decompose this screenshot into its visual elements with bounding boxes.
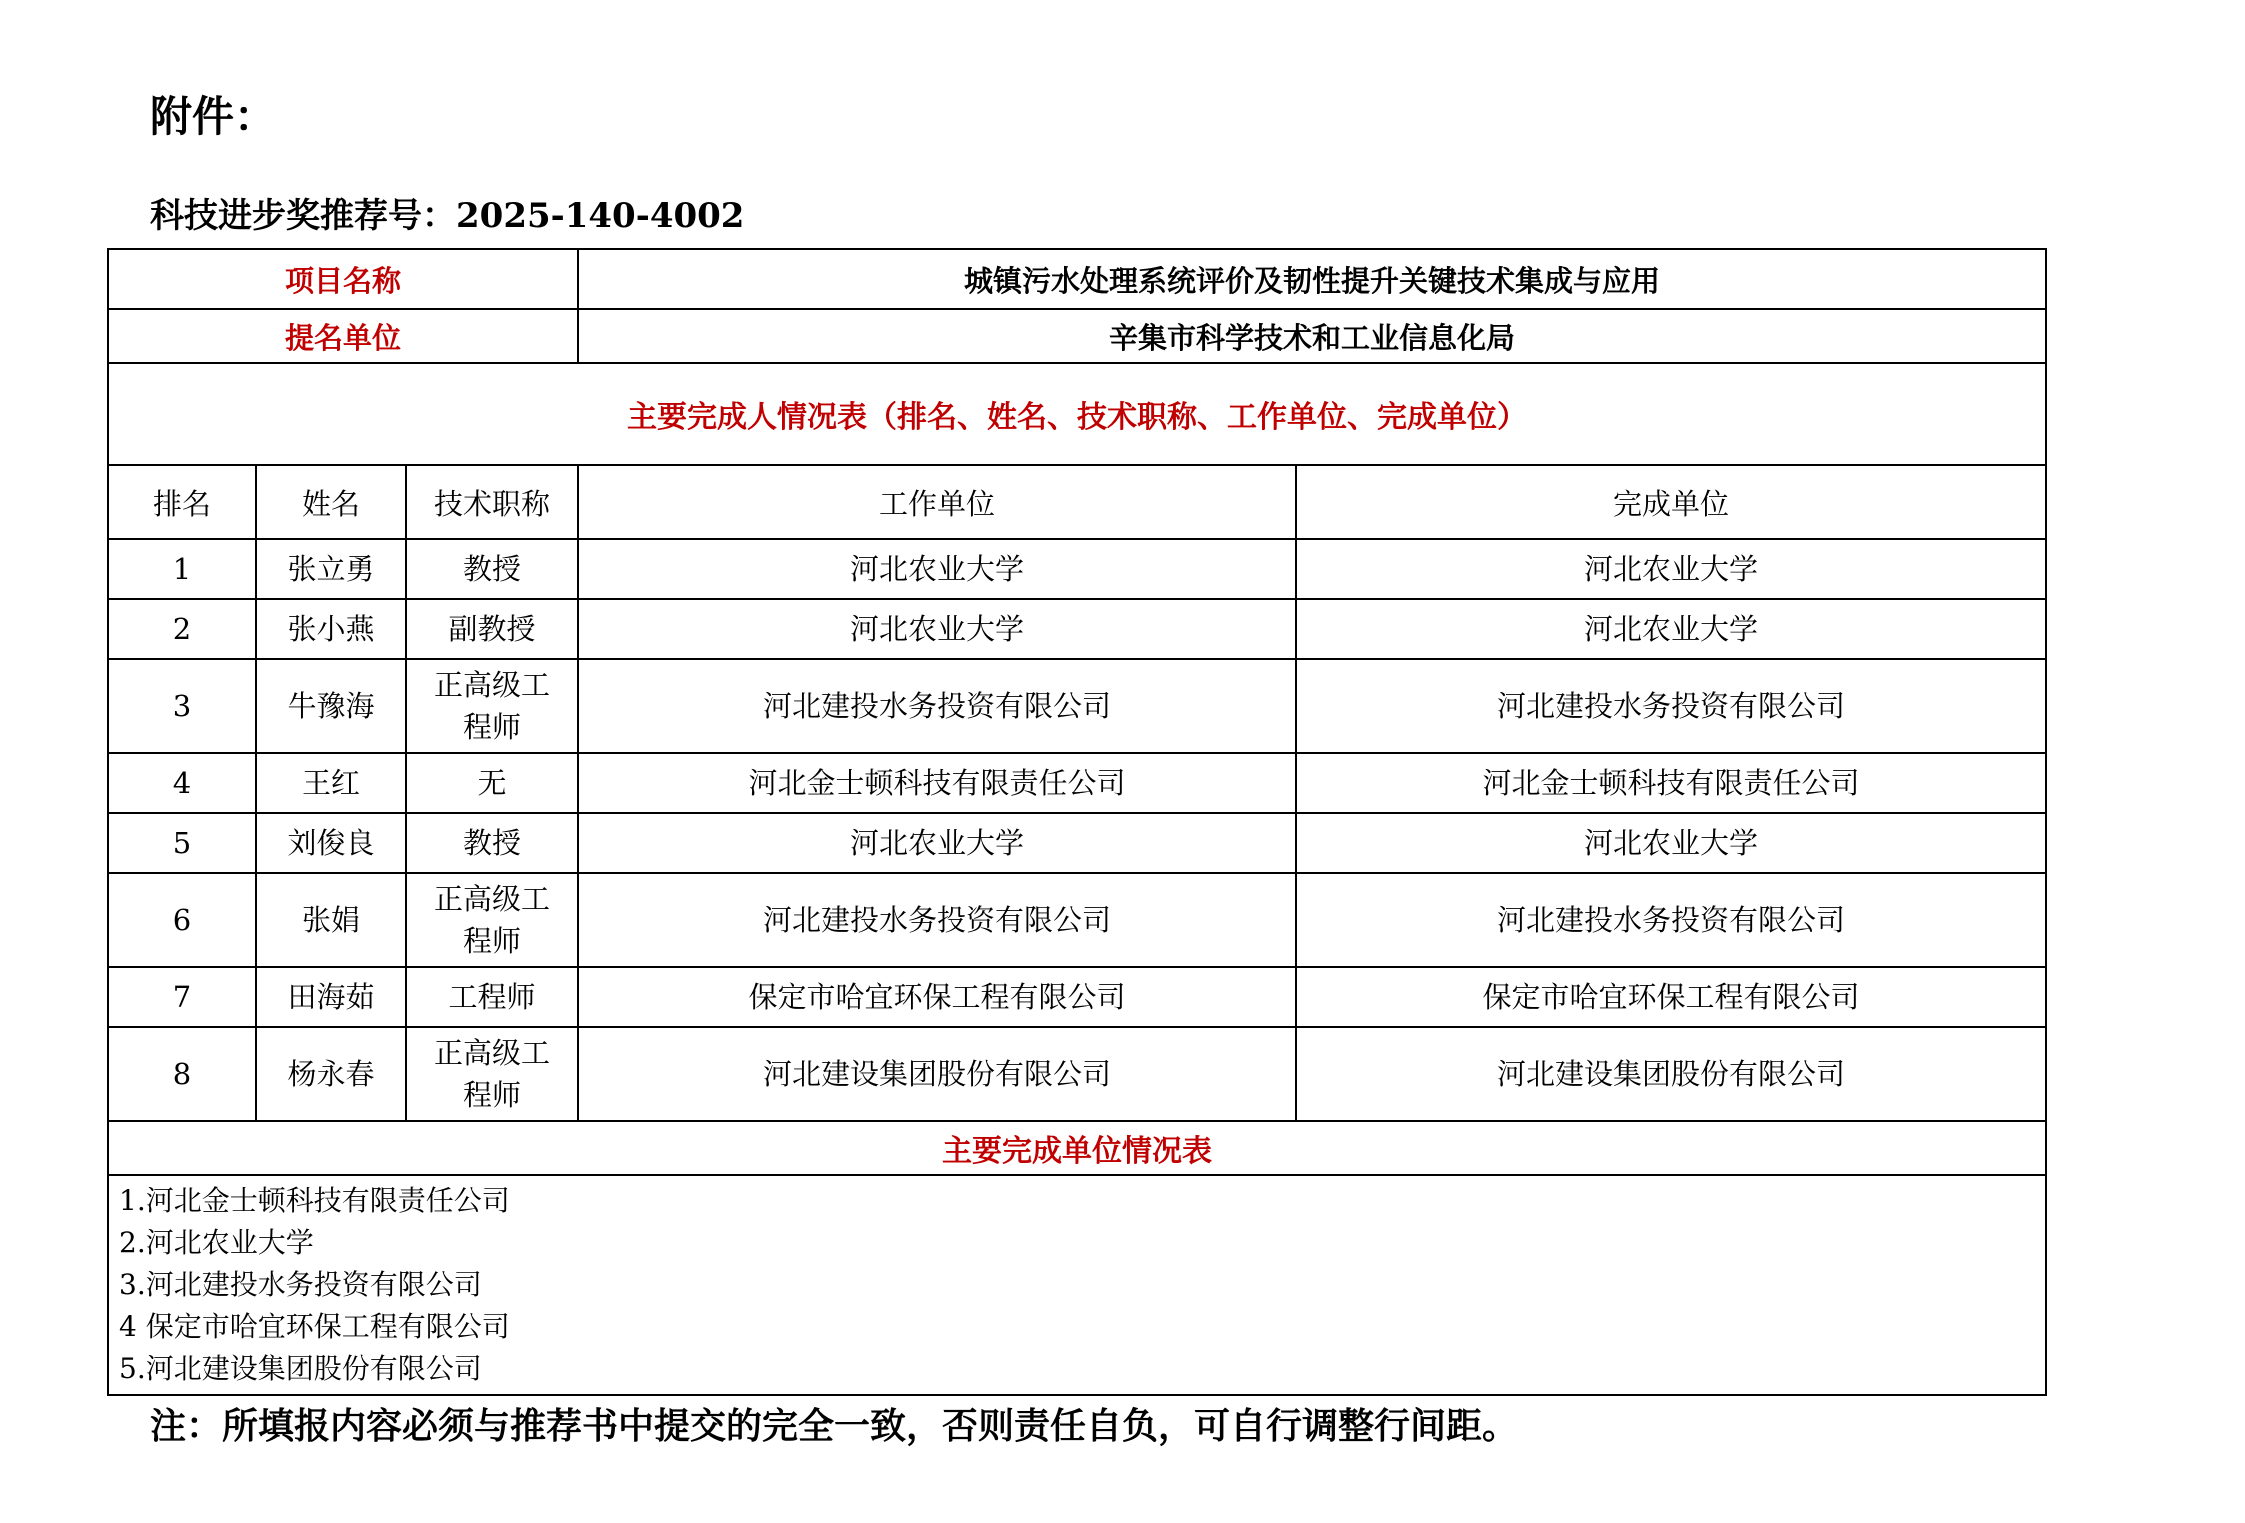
completer-row [108,813,2046,873]
work-unit-cell: 河北建投水务投资有限公司 [578,659,1296,753]
completion-unit-cell: 河北建投水务投资有限公司 [1296,873,2046,967]
completion-unit-item: 1.河北金士顿科技有限责任公司 [119,1184,510,1218]
rank-cell: 4 [108,753,256,813]
completion-unit-cell: 河北建设集团股份有限公司 [1296,1027,2046,1121]
column-header-rank: 排名 [108,465,256,539]
name-cell: 杨永春 [256,1027,406,1121]
completion-unit-cell: 河北金士顿科技有限责任公司 [1296,753,2046,813]
work-unit-cell: 河北农业大学 [578,539,1296,599]
title-cell: 无 [406,753,578,813]
units-list [119,1180,2035,1390]
completers-rows [108,539,2046,1121]
column-header-title: 技术职称 [406,465,578,539]
nominating-unit-label: 提名单位 [108,309,578,363]
completer-row [108,1027,2046,1121]
work-unit-cell: 河北金士顿科技有限责任公司 [578,753,1296,813]
completer-row [108,753,2046,813]
completion-unit-cell: 河北农业大学 [1296,813,2046,873]
award-number-label: 科技进步奖推荐号： [150,196,456,236]
completer-row [108,967,2046,1027]
title-cell: 正高级工程师 [406,659,578,753]
rank-cell: 5 [108,813,256,873]
units-list-row [108,1175,2046,1395]
completion-unit-item: 2.河北农业大学 [119,1226,314,1260]
rank-cell: 2 [108,599,256,659]
title-cell: 副教授 [406,599,578,659]
units-table-title: 主要完成单位情况表 [108,1121,2046,1175]
nominating-unit-value: 辛集市科学技术和工业信息化局 [578,309,2046,363]
work-unit-cell: 河北建投水务投资有限公司 [578,873,1296,967]
completer-row [108,539,2046,599]
name-cell: 田海茹 [256,967,406,1027]
footer-note: 注：所填报内容必须与推荐书中提交的完全一致，否则责任自负，可自行调整行间距。 [150,1406,1519,1447]
completion-unit-item: 3.河北建投水务投资有限公司 [119,1268,482,1302]
title-cell: 教授 [406,539,578,599]
work-unit-cell: 保定市哈宜环保工程有限公司 [578,967,1296,1027]
name-cell: 张娟 [256,873,406,967]
award-number-line [150,188,744,237]
project-name-row [108,249,2046,309]
name-cell: 张小燕 [256,599,406,659]
title-cell: 工程师 [406,967,578,1027]
rank-cell: 6 [108,873,256,967]
units-list-cell [108,1175,2046,1395]
completion-unit-cell: 保定市哈宜环保工程有限公司 [1296,967,2046,1027]
name-cell: 牛豫海 [256,659,406,753]
completers-title-row [108,363,2046,465]
project-name-value: 城镇污水处理系统评价及韧性提升关键技术集成与应用 [578,249,2046,309]
award-number-value: 2025-140-4002 [456,196,745,236]
rank-cell: 7 [108,967,256,1027]
column-header-name: 姓名 [256,465,406,539]
completers-header-row [108,465,2046,539]
column-header-work-unit: 工作单位 [578,465,1296,539]
name-cell: 王红 [256,753,406,813]
completion-unit-cell: 河北农业大学 [1296,539,2046,599]
completer-row [108,873,2046,967]
title-cell: 正高级工程师 [406,873,578,967]
rank-cell: 3 [108,659,256,753]
completers-table-title: 主要完成人情况表（排名、姓名、技术职称、工作单位、完成单位） [108,363,2046,465]
rank-cell: 8 [108,1027,256,1121]
name-cell: 刘俊良 [256,813,406,873]
completer-row [108,659,2046,753]
completion-unit-cell: 河北农业大学 [1296,599,2046,659]
completion-unit-item: 4 保定市哈宜环保工程有限公司 [119,1310,510,1344]
completion-unit-cell: 河北建投水务投资有限公司 [1296,659,2046,753]
rank-cell: 1 [108,539,256,599]
units-title-row [108,1121,2046,1175]
completer-row [108,599,2046,659]
work-unit-cell: 河北建设集团股份有限公司 [578,1027,1296,1121]
title-cell: 教授 [406,813,578,873]
work-unit-cell: 河北农业大学 [578,813,1296,873]
work-unit-cell: 河北农业大学 [578,599,1296,659]
name-cell: 张立勇 [256,539,406,599]
project-name-label: 项目名称 [108,249,578,309]
completion-unit-item: 5.河北建设集团股份有限公司 [119,1352,482,1386]
attachment-heading: 附件： [150,92,277,141]
title-cell: 正高级工程师 [406,1027,578,1121]
nominating-unit-row [108,309,2046,363]
recommendation-table [107,248,2047,1396]
column-header-completion-unit: 完成单位 [1296,465,2046,539]
